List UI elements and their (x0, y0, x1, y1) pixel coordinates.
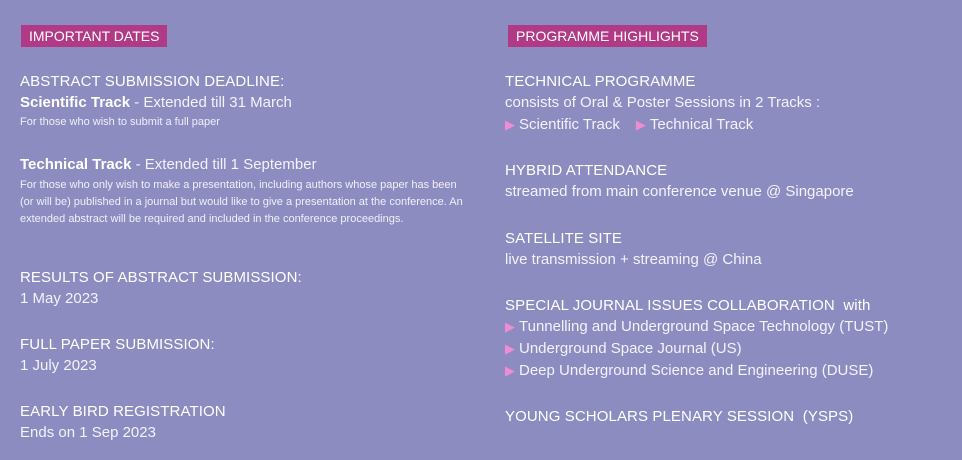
full-paper-block (20, 335, 215, 377)
ysps-block (505, 407, 853, 427)
full-paper-heading: FULL PAPER SUBMISSION: (20, 336, 215, 353)
journal-item-label: Underground Space Journal (US) (519, 340, 742, 357)
technical-programme-heading: TECHNICAL PROGRAMME (505, 73, 696, 90)
satellite-site-heading: SATELLITE SITE (505, 230, 622, 247)
full-paper-value: 1 July 2023 (20, 357, 97, 374)
journal-item (505, 316, 888, 338)
technical-track-block (20, 154, 465, 228)
track-technical: Technical Track (649, 116, 754, 133)
journal-item (505, 338, 888, 360)
programme-highlights-tag: PROGRAMME HIGHLIGHTS (508, 25, 707, 47)
journal-item-label: Deep Underground Science and Engineering (DUSE) (519, 362, 874, 379)
journal-item (505, 360, 888, 382)
important-dates-tag: IMPORTANT DATES (21, 25, 167, 47)
track-scientific: Scientific Track (519, 116, 620, 133)
technical-track-note: For those who only wish to make a presentation, including authors whose paper has been (or will be) published in a journal but would like to give a presentation at the conference. An extended abstract will be required and included in the conference proceedings. (20, 179, 463, 225)
hybrid-attendance-desc: streamed from main conference venue @ Singapore (505, 183, 854, 200)
hybrid-attendance-block (505, 161, 854, 203)
ysps-abbr: (YSPS) (802, 408, 854, 425)
scientific-track-note: For those who wish to submit a full paper (20, 116, 220, 128)
scientific-track-sep: - (130, 94, 144, 111)
pink-triangle-bullet-icon: ▶ (505, 319, 515, 334)
journal-issues-with: with (843, 297, 871, 314)
results-block (20, 268, 302, 310)
satellite-site-block (505, 229, 762, 271)
ysps-heading: YOUNG SCHOLARS PLENARY SESSION (505, 408, 795, 425)
journal-issues-block (505, 296, 888, 382)
technical-programme-block (505, 72, 820, 136)
pink-triangle-bullet-icon: ▶ (505, 363, 515, 378)
pink-triangle-bullet-icon: ▶ (505, 117, 515, 132)
scientific-track-value: Extended till 31 March (143, 94, 292, 111)
journal-issues-heading: SPECIAL JOURNAL ISSUES COLLABORATION (505, 297, 835, 314)
pink-triangle-bullet-icon: ▶ (635, 117, 646, 132)
abstract-deadline-heading: ABSTRACT SUBMISSION DEADLINE: (20, 73, 285, 90)
ysps-heading-line (505, 407, 853, 427)
early-bird-heading: EARLY BIRD REGISTRATION (20, 403, 226, 420)
pink-triangle-bullet-icon: ▶ (505, 341, 515, 356)
scientific-track-label: Scientific Track (20, 94, 131, 111)
technical-track-line (20, 154, 465, 176)
hybrid-attendance-heading: HYBRID ATTENDANCE (505, 162, 668, 179)
satellite-site-desc: live transmission + streaming @ China (505, 251, 762, 268)
abstract-deadline-block (20, 72, 292, 131)
early-bird-block (20, 402, 226, 444)
results-value: 1 May 2023 (20, 290, 99, 307)
technical-track-value: Extended till 1 September (144, 156, 317, 173)
technical-track-sep: - (131, 156, 145, 173)
journal-item-label: Tunnelling and Underground Space Technology (TUST) (519, 318, 889, 335)
early-bird-value: Ends on 1 Sep 2023 (20, 424, 156, 441)
journal-issues-heading-line (505, 296, 888, 316)
tracks-line (505, 114, 820, 136)
results-heading: RESULTS OF ABSTRACT SUBMISSION: (20, 269, 302, 286)
scientific-track-line (20, 92, 292, 114)
technical-track-label: Technical Track (20, 156, 132, 173)
technical-programme-desc: consists of Oral & Poster Sessions in 2 Tracks : (505, 94, 821, 111)
